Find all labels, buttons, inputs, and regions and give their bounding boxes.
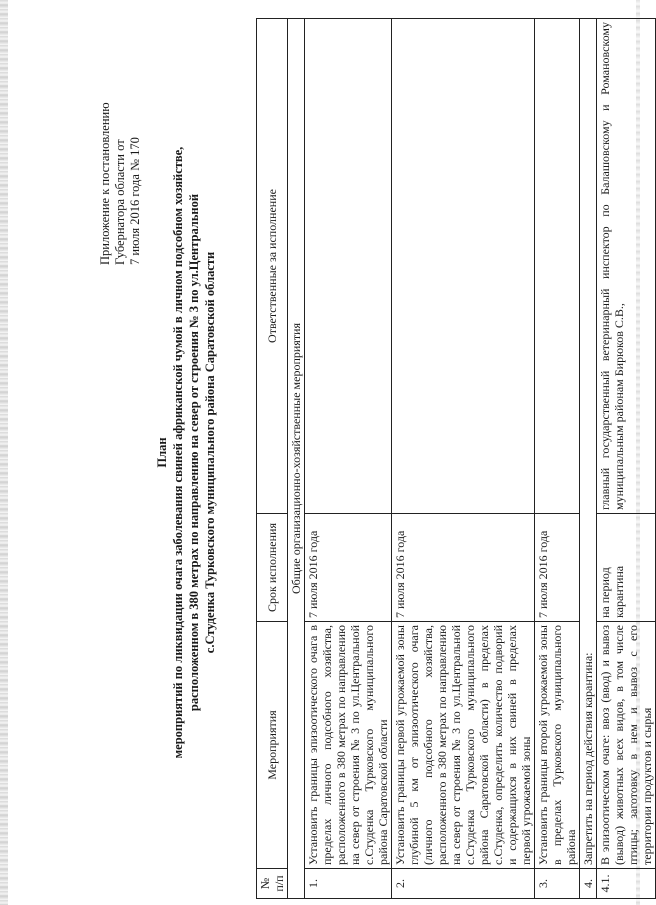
header-num: № п/п — [257, 869, 288, 899]
section-title: Общие организационно-хозяйственные мероприятия — [288, 19, 305, 899]
row-term: 7 июля 2016 года — [392, 514, 535, 622]
table-row — [535, 19, 580, 899]
row-term: на период карантина — [597, 514, 656, 622]
header-term: Срок исполнения — [257, 514, 288, 622]
table-row — [580, 19, 597, 899]
heading-title: План — [155, 437, 169, 468]
table-row — [392, 19, 535, 899]
row-num: 3. — [535, 869, 580, 899]
row-term: 7 июля 2016 года — [535, 514, 580, 622]
table-row — [597, 19, 656, 899]
row-num: 4.1. — [597, 869, 656, 899]
row-responsible: главный государственный ветеринарный инспектор по Балашовскому и Романовскому муниципальным районам Бирюков С.В., — [597, 19, 656, 514]
row-responsible — [535, 19, 580, 514]
row-term: 7 июля 2016 года — [305, 514, 392, 622]
table-header-row — [257, 19, 288, 899]
approval-line-2: Губернатора области от — [113, 139, 127, 265]
row-responsible — [305, 19, 392, 514]
heading-line-1: мероприятий по ликвидации очага заболевания свиней африканской чумой в личном подсобном хозяйстве, — [171, 146, 185, 759]
header-measure: Мероприятия — [257, 622, 288, 869]
plan-table — [256, 18, 656, 899]
header-responsible: Ответственные за исполнение — [257, 19, 288, 514]
row-measure: Установить границы эпизоотического очага в пределах личного подсобного хозяйства, расположенного в 380 метрах по направлению на север от строения № 3 по ул.Центральной с.Студенка Турковского муниципального района Саратовской области — [305, 622, 392, 869]
row-num: 4. — [580, 869, 597, 899]
row-measure: Установить границы второй угрожаемой зоны в пределах Турковского муниципального района — [535, 622, 580, 869]
document-heading — [154, 0, 218, 905]
heading-line-2: расположенном в 380 метрах по направлению на север от строения № 3 по ул.Центральной — [187, 193, 201, 712]
row-num: 2. — [392, 869, 535, 899]
table-row — [305, 19, 392, 899]
approval-line-3: 7 июля 2016 года № 170 — [128, 137, 142, 265]
approval-note — [98, 25, 143, 265]
approval-line-1: Приложение к постановлению — [98, 102, 112, 265]
section-row — [288, 19, 305, 899]
row-responsible — [392, 19, 535, 514]
row-measure: Установить границы первой угрожаемой зоны глубиной 5 км от эпизоотического очага (личного подсобного хозяйства, расположенного в 380 метрах по направлению на север от строения № 3 по ул.Центральной с.Студенка Турковского муниципального района Саратовской области) в пределах с.Студенка, определить количество подворий и содержащихся в них свиней в пределах первой угрожаемой зоны — [392, 622, 535, 869]
row-measure: Запретить на период действия карантина: — [580, 19, 597, 869]
row-measure: В эпизоотическом очаге: ввоз (ввод) и вывоз (вывод) животных всех видов, в том числе птицы; заготовку в нем и вывоз с его территории продуктов и сырья — [597, 622, 656, 869]
row-num: 1. — [305, 869, 392, 899]
heading-line-3: с.Студенка Турковского муниципального района Саратовской области — [203, 251, 217, 654]
